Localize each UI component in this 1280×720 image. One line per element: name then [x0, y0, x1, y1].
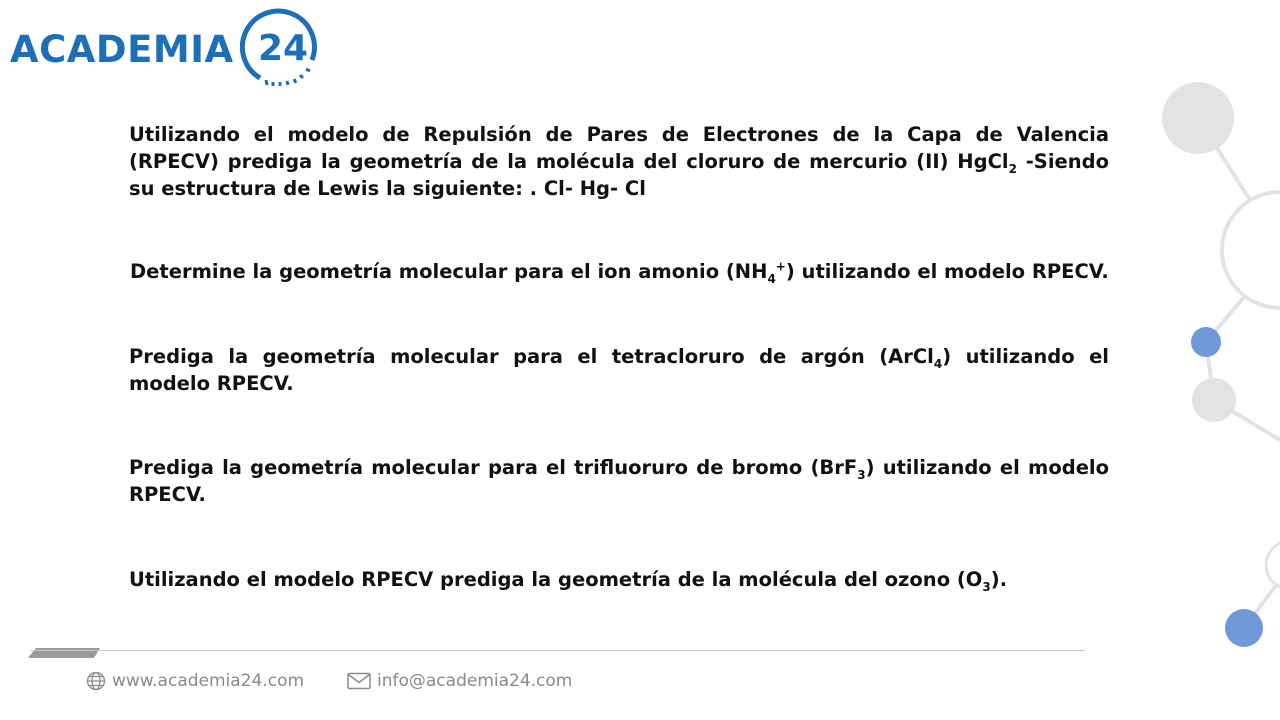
- footer-website[interactable]: [86, 670, 304, 692]
- question-3-text-end: ) utilizando el modelo RPECV.: [129, 345, 1109, 395]
- question-5-text-end: ).: [990, 568, 1008, 591]
- molecule-decoration: [1140, 0, 1280, 720]
- question-1: [129, 121, 1109, 202]
- question-1-text-end: -Siendo su estructura de Lewis la siguiente: . Cl- Hg- Cl: [129, 150, 1109, 200]
- question-5-subscript: 3: [982, 579, 991, 594]
- question-2-text: Determine la geometría molecular para el ion amonio (NH: [130, 260, 768, 283]
- logo-number: 24: [257, 28, 309, 69]
- question-1-text: Utilizando el modelo de Repulsión de Pares de Electrones de la Capa de Valencia (RPECV) prediga la geometría de la molécula del cloruro de mercurio (II) HgCl: [129, 123, 1109, 173]
- question-3: [129, 343, 1109, 397]
- question-2-superscript: +: [775, 259, 786, 274]
- question-3-text: Prediga la geometría molecular para el tetracloruro de argón (ArCl: [129, 345, 934, 368]
- question-1-subscript: 2: [1008, 161, 1017, 176]
- question-4: [129, 454, 1109, 508]
- footer-email-text: info@academia24.com: [377, 671, 573, 691]
- academia24-logo: [10, 8, 320, 88]
- question-2-text-end: ) utilizando el modelo RPECV.: [785, 260, 1109, 283]
- mail-icon: [347, 672, 371, 690]
- footer-website-text: www.academia24.com: [112, 671, 305, 691]
- question-4-text: Prediga la geometría molecular para el trifluoruro de bromo (BrF: [129, 456, 858, 479]
- footer-email[interactable]: [347, 670, 572, 692]
- question-4-subscript: 3: [857, 467, 866, 482]
- question-2: [130, 258, 1110, 285]
- question-5: [129, 566, 1109, 593]
- logo-wordmark: ACADEMIA: [10, 28, 234, 71]
- question-2-subscript: 4: [767, 271, 776, 286]
- footer-divider: [30, 650, 1085, 651]
- question-5-text: Utilizando el modelo RPECV prediga la geometría de la molécula del ozono (O: [129, 568, 983, 591]
- question-3-subscript: 4: [933, 356, 943, 371]
- question-4-text-end: ) utilizando el modelo RPECV.: [129, 456, 1109, 506]
- globe-icon: [86, 671, 106, 691]
